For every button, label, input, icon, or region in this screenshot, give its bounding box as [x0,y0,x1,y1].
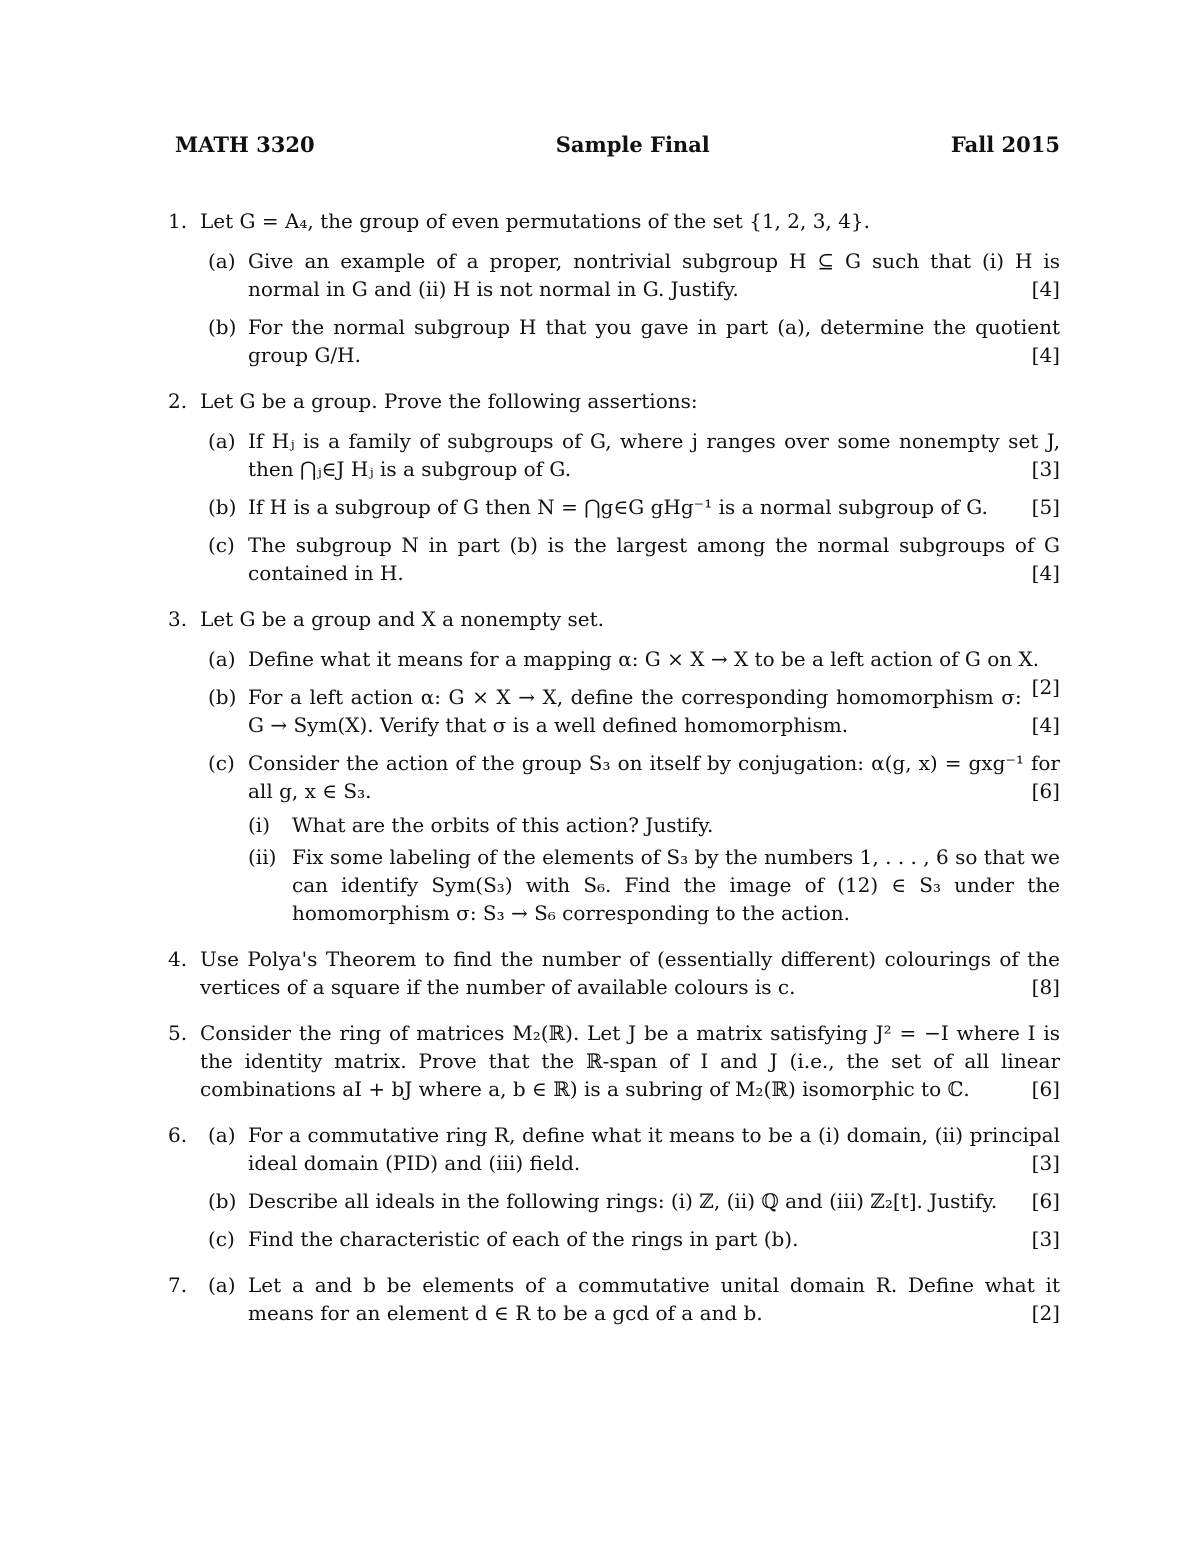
part-marks: [4] [1031,277,1060,301]
problem-6 [168,1121,1060,1253]
part-marks: [4] [1031,561,1060,585]
problem-number: 6. [168,1123,188,1147]
exam-title: Sample Final [555,132,710,157]
problem-2 [168,387,1060,587]
problem-5 [168,1019,1060,1103]
problem-part [200,645,1060,699]
problem-part [200,1271,1060,1327]
problem-number: 4. [168,947,188,971]
part-text: Find the characteristic of each of the rings in part (b). [248,1227,799,1251]
part-label: (c) [208,1227,235,1251]
problem-1 [168,207,1060,369]
course-code: MATH 3320 [175,132,315,157]
problem-part [200,1121,1060,1177]
problem-marks: [8] [1031,975,1060,999]
part-marks: [4] [1031,343,1060,367]
subpart-label: (ii) [248,845,277,869]
part-text: For a left action α: G × X → X, define the corresponding homomorphism σ: G → Sym(X). Verify that σ is a well defined homomorphism. [248,685,1022,737]
problem-part [200,683,1060,739]
part-text: For a commutative ring R, define what it means to be a (i) domain, (ii) principal ideal domain (PID) and (iii) field. [248,1123,1060,1175]
subpart-text: What are the orbits of this action? Justify. [292,813,714,837]
part-text: If H is a subgroup of G then N = ⋂g∈G gHg⁻¹ is a normal subgroup of G. [248,495,988,519]
part-label: (b) [208,685,237,709]
part-marks: [3] [1031,1151,1060,1175]
page-header [175,131,1060,159]
part-marks: [3] [1031,1227,1060,1251]
problem-parts [200,1121,1060,1253]
problem-list [168,207,1060,1345]
problem-lead: Let G = A₄, the group of even permutations of the set {1, 2, 3, 4}. [200,209,870,233]
exam-term: Fall 2015 [950,132,1060,157]
part-label: (c) [208,751,235,775]
problem-lead: Consider the ring of matrices M₂(ℝ). Let J be a matrix satisfying J² = −I where I is the identity matrix. Prove that the ℝ-span of I and J (i.e., the set of all linear combinations aI + bJ where a, b ∈ ℝ) is a subring of M₂(ℝ) isomorphic to ℂ. [200,1021,1060,1101]
problem-part [200,427,1060,483]
part-marks: [3] [1031,457,1060,481]
problem-parts [200,645,1060,927]
part-label: (b) [208,315,237,339]
part-marks: [2] [1031,1301,1060,1325]
problem-number: 5. [168,1021,188,1045]
part-text: Define what it means for a mapping α: G × X → X to be a left action of G on X. [248,647,1040,671]
problem-part [200,531,1060,587]
part-label: (b) [208,495,237,519]
part-marks: [5] [1031,495,1060,519]
part-label: (a) [208,249,236,273]
part-label: (a) [208,1273,236,1297]
problem-4 [168,945,1060,1001]
subpart [248,811,1060,839]
part-text: For the normal subgroup H that you gave in part (a), determine the quotient group G/H. [248,315,1060,367]
problem-number: 3. [168,607,188,631]
problem-3 [168,605,1060,927]
problem-lead: Let G be a group. Prove the following assertions: [200,389,698,413]
problem-parts [200,1271,1060,1327]
problem-marks: [6] [1031,1077,1060,1101]
part-marks: [4] [1031,713,1060,737]
problem-number: 2. [168,389,188,413]
problem-part [200,247,1060,303]
part-text: Consider the action of the group S₃ on itself by conjugation: α(g, x) = gxg⁻¹ for all g, x ∈ S₃. [248,751,1060,803]
problem-part [200,493,1060,521]
problem-part [200,313,1060,369]
part-label: (c) [208,533,235,557]
problem-parts [200,247,1060,369]
problem-lead: Let G be a group and X a nonempty set. [200,607,605,631]
part-text: The subgroup N in part (b) is the largest among the normal subgroups of G contained in H. [248,533,1060,585]
part-text: Let a and b be elements of a commutative unital domain R. Define what it means for an element d ∈ R to be a gcd of a and b. [248,1273,1060,1325]
part-marks: [6] [1031,779,1060,803]
problem-part [200,1225,1060,1253]
problem-number: 7. [168,1273,188,1297]
problem-lead: Use Polya's Theorem to find the number of (essentially different) colourings of the vertices of a square if the number of available colours is c. [200,947,1060,999]
part-text: Describe all ideals in the following rings: (i) ℤ, (ii) ℚ and (iii) ℤ₂[t]. Justify. [248,1189,998,1213]
problem-part [200,749,1060,927]
problem-part [200,1187,1060,1215]
part-label: (a) [208,647,236,671]
part-text: Give an example of a proper, nontrivial subgroup H ⊆ G such that (i) H is normal in G and (ii) H is not normal in G. Justify. [248,249,1060,301]
part-label: (b) [208,1189,237,1213]
problem-number: 1. [168,209,188,233]
part-label: (a) [208,1123,236,1147]
part-marks: [6] [1031,1189,1060,1213]
subpart-label: (i) [248,813,271,837]
subpart [248,843,1060,927]
problem-7 [168,1271,1060,1327]
problem-parts [200,427,1060,587]
subpart-text: Fix some labeling of the elements of S₃ by the numbers 1, . . . , 6 so that we can identify Sym(S₃) with S₆. Find the image of (12) ∈ S₃ under the homomorphism σ: S₃ → S₆ corresponding to the action. [292,845,1060,925]
subpart-list [248,811,1060,927]
part-text: If Hⱼ is a family of subgroups of G, where j ranges over some nonempty set J, then ⋂ⱼ∈J Hⱼ is a subgroup of G. [248,429,1060,481]
part-marks: [2] [1031,675,1060,699]
part-label: (a) [208,429,236,453]
